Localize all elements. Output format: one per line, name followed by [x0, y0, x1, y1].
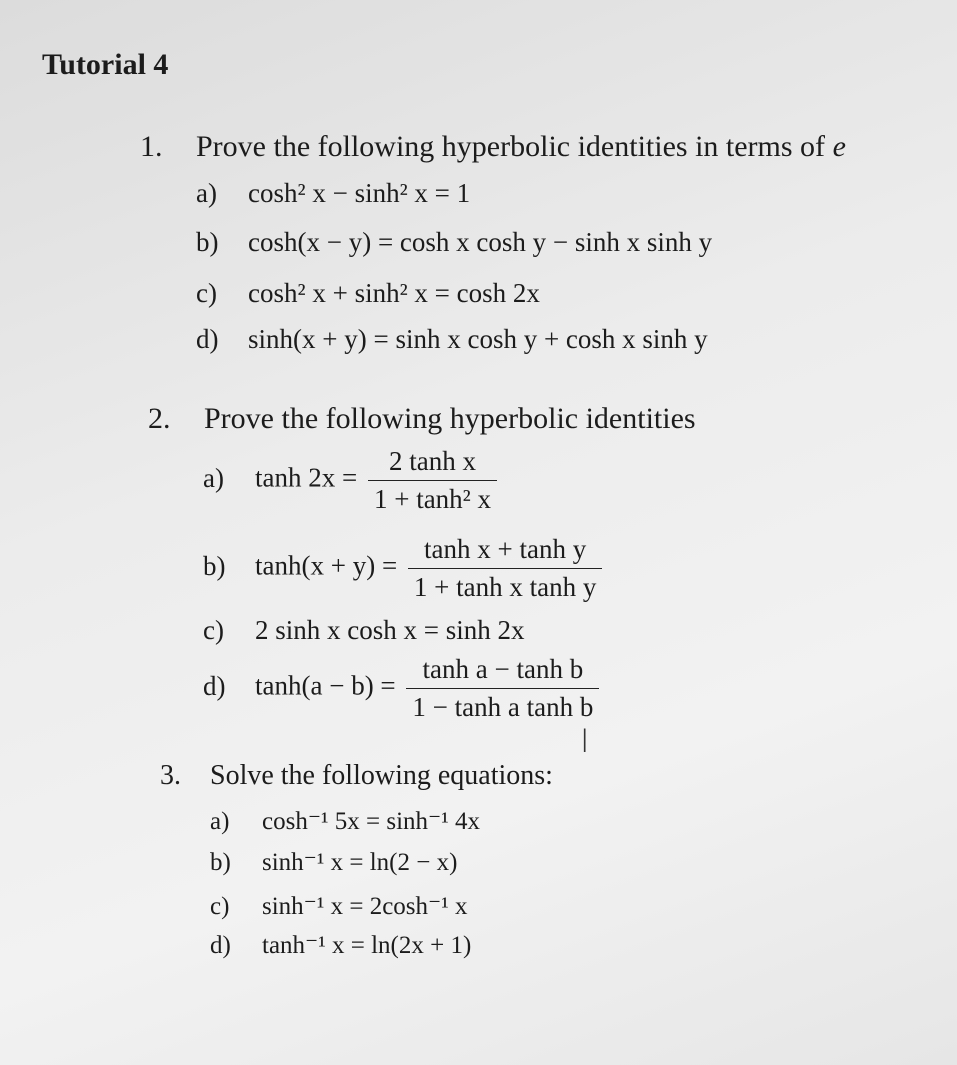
- q2-item-a-lhs: tanh 2x =: [255, 462, 358, 493]
- q1-item-c-label: c): [196, 278, 217, 308]
- q1-item-c: [196, 278, 540, 309]
- q2-item-d-denominator: 1 − tanh a tanh b: [412, 692, 594, 722]
- q1-item-d: [196, 324, 708, 355]
- q2-item-d-fraction: [406, 654, 599, 723]
- q3-item-c: [210, 891, 467, 921]
- question-3-heading: [160, 760, 553, 792]
- q1-item-c-expr: cosh² x + sinh² x = cosh 2x: [248, 278, 540, 308]
- q2-item-a-label: a): [203, 462, 224, 493]
- q2-item-c: [203, 615, 525, 646]
- q1-item-d-label: d): [196, 324, 219, 354]
- q2-item-a-fraction: [368, 446, 497, 515]
- q2-item-b: [203, 534, 602, 603]
- question-2-number: 2.: [148, 402, 171, 435]
- question-2-heading: [148, 402, 696, 436]
- question-2-text: Prove the following hyperbolic identities: [204, 402, 696, 435]
- q1-item-b: [196, 227, 712, 258]
- q3-item-d: [210, 930, 471, 960]
- q1-item-a-label: a): [196, 178, 217, 208]
- q1-item-b-expr: cosh(x − y) = cosh x cosh y − sinh x sinh y: [248, 227, 713, 257]
- q2-item-a: [203, 446, 497, 515]
- question-1-number: 1.: [140, 130, 163, 163]
- q3-item-b-label: b): [210, 849, 231, 876]
- page-title: Tutorial 4: [42, 48, 169, 81]
- q3-item-d-label: d): [210, 932, 231, 959]
- q3-item-b: [210, 847, 457, 877]
- q2-item-d-label: d): [203, 670, 226, 701]
- q1-item-d-expr: sinh(x + y) = sinh x cosh y + cosh x sinh y: [248, 324, 708, 354]
- q2-item-a-numerator: 2 tanh x: [368, 446, 497, 481]
- question-3-number: 3.: [160, 760, 181, 791]
- q2-item-c-expr: 2 sinh x cosh x = sinh 2x: [255, 615, 525, 645]
- question-3-text: Solve the following equations:: [210, 760, 553, 791]
- q2-item-d-lhs: tanh(a − b) =: [255, 670, 396, 701]
- q3-item-d-expr: tanh⁻¹ x = ln(2x + 1): [262, 932, 472, 959]
- text-cursor-icon: I: [580, 722, 590, 760]
- q2-item-b-denominator: 1 + tanh x tanh y: [413, 572, 597, 602]
- question-1-text: Prove the following hyperbolic identities in terms of: [196, 130, 826, 163]
- q2-item-c-label: c): [203, 615, 224, 645]
- q2-item-a-denominator: 1 + tanh² x: [373, 484, 492, 514]
- q3-item-a: [210, 806, 480, 836]
- q2-item-d-numerator: tanh a − tanh b: [406, 654, 599, 689]
- q3-item-c-label: c): [210, 893, 230, 920]
- q2-item-b-numerator: tanh x + tanh y: [408, 534, 602, 569]
- q2-item-d: [203, 654, 599, 723]
- q3-item-a-label: a): [210, 808, 230, 835]
- q1-item-a-expr: cosh² x − sinh² x = 1: [248, 178, 471, 208]
- q3-item-b-expr: sinh⁻¹ x = ln(2 − x): [262, 849, 458, 876]
- question-1-var: e: [832, 130, 846, 163]
- q3-item-c-expr: sinh⁻¹ x = 2cosh⁻¹ x: [262, 893, 468, 920]
- q1-item-b-label: b): [196, 227, 219, 257]
- question-1-heading: [140, 130, 846, 164]
- q1-item-a: [196, 178, 470, 209]
- q2-item-b-label: b): [203, 550, 226, 581]
- q2-item-b-fraction: [408, 534, 602, 603]
- q2-item-b-lhs: tanh(x + y) =: [255, 550, 398, 581]
- q3-item-a-expr: cosh⁻¹ 5x = sinh⁻¹ 4x: [262, 808, 480, 835]
